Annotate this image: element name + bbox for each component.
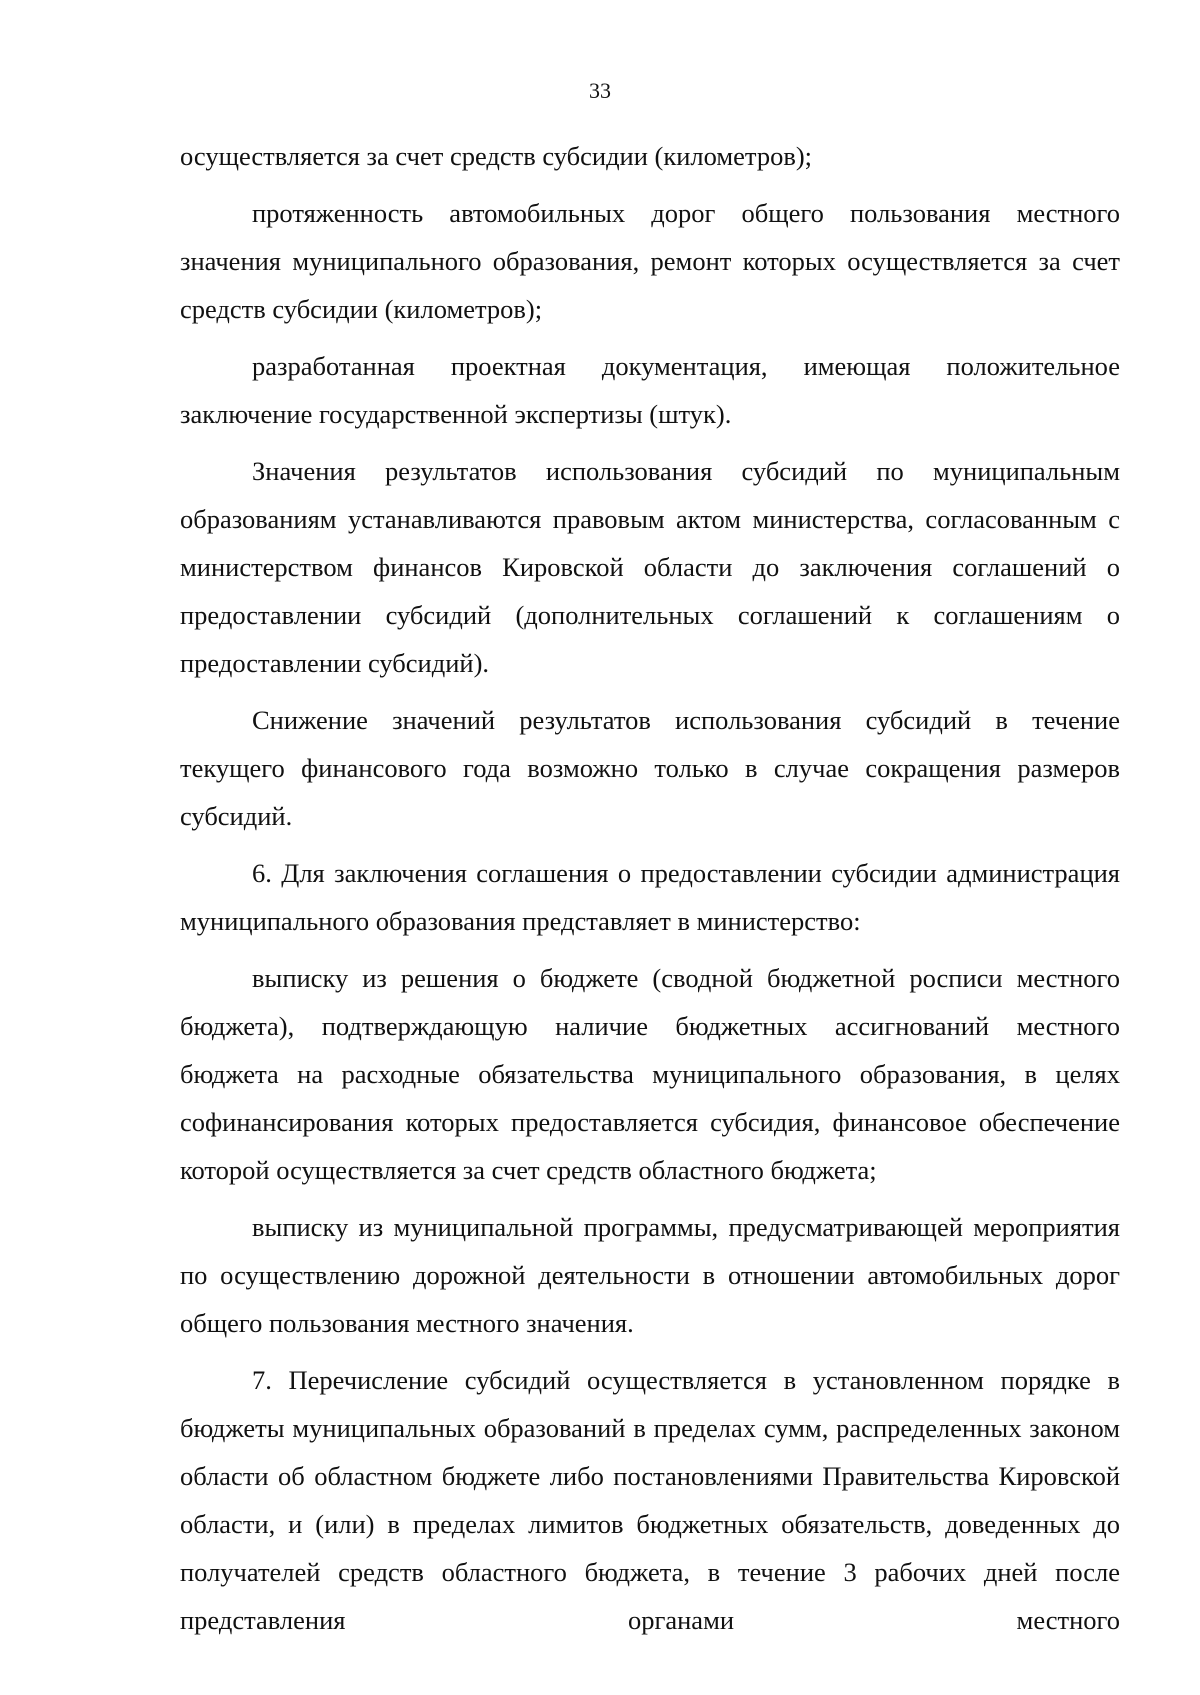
document-body <box>180 132 1120 1653</box>
page-number: 33 <box>589 78 611 103</box>
paragraph-road-length-repair: протяженность автомобильных дорог общего пользования местного значения муниципального образования, ремонт которых осуществляется за счет средств субсидии (километров); <box>180 198 1120 324</box>
paragraph-item-6: 6. Для заключения соглашения о предоставлении субсидии администрация муниципального образования представляет в министерство: <box>180 858 1120 936</box>
paragraph-budget-extract: выписку из решения о бюджете (сводной бюджетной росписи местного бюджета), подтверждающую наличие бюджетных ассигнований местного бюджета на расходные обязательства муниципального образования, в целях софинансирования которых предоставляется субсидия, финансовое обеспечение которой осуществляется за счет средств областного бюджета; <box>180 963 1120 1185</box>
paragraph-project-documentation: разработанная проектная документация, имеющая положительное заключение государственной экспертизы (штук). <box>180 351 1120 429</box>
paragraph-continuation: осуществляется за счет средств субсидии (километров); <box>180 141 813 171</box>
paragraph-result-values: Значения результатов использования субсидий по муниципальным образованиям устанавливаются правовым актом министерства, согласованным с министерством финансов Кировской области до заключения соглашений о предоставлении субсидий (дополнительных соглашений к соглашениям о предоставлении субсидий). <box>180 456 1120 678</box>
paragraph-item-7: 7. Перечисление субсидий осуществляется в установленном порядке в бюджеты муниципальных образований в пределах сумм, распределенных законом области об областном бюджете либо постановлениями Правительства Кировской области, и (или) в пределах лимитов бюджетных обязательств, доведенных до получателей средств областного бюджета, в течение 3 рабочих дней после представления органами местного <box>180 1365 1120 1635</box>
paragraph-program-extract: выписку из муниципальной программы, предусматривающей мероприятия по осуществлению дорожной деятельности в отношении автомобильных дорог общего пользования местного значения. <box>180 1212 1120 1338</box>
paragraph-value-reduction: Снижение значений результатов использования субсидий в течение текущего финансового года возможно только в случае сокращения размеров субсидий. <box>180 705 1120 831</box>
